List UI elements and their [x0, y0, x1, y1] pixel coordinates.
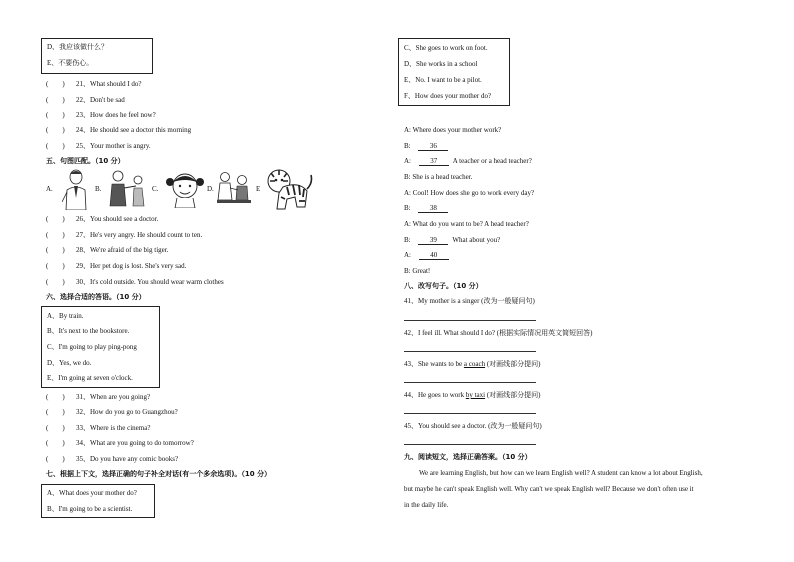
answer-bracket[interactable]: ( ) [46, 393, 65, 401]
answer-line-43[interactable] [404, 382, 536, 383]
question-30: 30、It's cold outside. You should wear warm clothes [76, 278, 224, 286]
rewrite-41: 41、My mother is a singer (改为一般疑问句) [404, 297, 535, 305]
question-27: 27、He's very angry. He should count to ten. [76, 231, 203, 239]
option-7a: A、What does your mother do? [47, 489, 137, 497]
question-21: 21、What should I do? [76, 80, 142, 88]
answer-line-41[interactable] [404, 320, 536, 321]
question-26: 26、You should see a doctor. [76, 215, 159, 223]
dialogue-line: B: 39 What about you? [404, 236, 501, 244]
dialogue-line: A: Where does your mother work? [404, 126, 502, 134]
question-25: 25、Your mother is angry. [76, 142, 151, 150]
question-31: 31、When are you going? [76, 393, 151, 401]
answer-line-44[interactable] [404, 413, 536, 414]
answer-bracket[interactable]: ( ) [46, 262, 65, 270]
answer-bracket[interactable]: ( ) [46, 215, 65, 223]
answer-bracket[interactable]: ( ) [46, 424, 65, 432]
question-22: 22、Don't be sad [76, 96, 125, 104]
doctor-patient-icon [215, 170, 253, 208]
rewrite-45: 45、You should see a doctor. (改为一般疑问句) [404, 422, 542, 430]
blank-39[interactable]: 39 [418, 237, 448, 245]
dialogue-line: A: What do you want to be? A head teacher? [404, 220, 529, 228]
section-9-title: 九、阅读短文，选择正确答案。（10 分） [404, 453, 532, 461]
question-35: 35、Do you have any comic books? [76, 455, 179, 463]
question-29: 29、Her pet dog is lost. She's very sad. [76, 262, 187, 270]
option-6e: E、I'm going at seven o'clock. [47, 374, 133, 382]
section-7-title: 七、根据上下文，选择正确的句子补全对话(有一个多余选项)。（10 分） [46, 470, 272, 478]
girl-smiling-icon [165, 170, 205, 208]
option-e: E、不要伤心。 [47, 59, 94, 67]
section-5-title: 五、句图匹配。（10 分） [46, 157, 125, 165]
option-d: D、She works in a school [404, 60, 478, 68]
picture-label-c: C. [152, 185, 159, 193]
rewrite-44: 44、He goes to work by taxi (对画线部分提问) [404, 391, 541, 399]
question-32: 32、How do you go to Guangzhou? [76, 408, 178, 416]
men-talking-icon [104, 168, 146, 208]
option-d: D、我应该做什么？ [47, 43, 109, 51]
section-6-title: 六、选择合适的答语。（10 分） [46, 293, 146, 301]
underlined-phrase: a coach [463, 360, 486, 368]
rewrite-43: 43、She wants to be a coach (对画线部分提问) [404, 360, 541, 368]
dialogue-line: B: Great! [404, 267, 431, 275]
option-c: C、She goes to work on foot. [404, 44, 488, 52]
passage-line: but maybe he can't speak English well. Why can't we speak English well? Because we don't often use it [404, 485, 694, 493]
dialogue-line: B: She is a head teacher. [404, 173, 473, 181]
answer-bracket[interactable]: ( ) [46, 231, 65, 239]
rewrite-42: 42、I feel ill. What should I do? (根据实际情况用英文简短回答) [404, 329, 593, 337]
option-7b: B、I'm going to be a scientist. [47, 505, 133, 513]
answer-bracket[interactable]: ( ) [46, 142, 65, 150]
answer-line-42[interactable] [404, 351, 536, 352]
answer-bracket[interactable]: ( ) [46, 126, 65, 134]
answer-bracket[interactable]: ( ) [46, 439, 65, 447]
option-6a: A、By train. [47, 312, 84, 320]
picture-label-b: B. [95, 185, 102, 193]
answer-bracket[interactable]: ( ) [46, 96, 65, 104]
option-6c: C、I'm going to play ping-pong [47, 343, 137, 351]
option-6b: B、It's next to the bookstore. [47, 327, 130, 335]
option-f: F、How does your mother do? [404, 92, 492, 100]
answer-bracket[interactable]: ( ) [46, 246, 65, 254]
answer-bracket[interactable]: ( ) [46, 111, 65, 119]
dialogue-line: A: 40 [404, 252, 449, 260]
answer-bracket[interactable]: ( ) [46, 80, 65, 88]
answer-bracket[interactable]: ( ) [46, 278, 65, 286]
question-24: 24、He should see a doctor this morning [76, 126, 192, 134]
question-34: 34、What are you going to do tomorrow? [76, 439, 194, 447]
blank-38[interactable]: 38 [418, 205, 448, 213]
question-28: 28、We're afraid of the big tiger. [76, 246, 169, 254]
question-33: 33、Where is the cinema? [76, 424, 151, 432]
passage-line: We are learning English, but how can we learn English well? A student can know a lot about English, [419, 469, 703, 477]
picture-label-a: A. [46, 185, 53, 193]
answer-bracket[interactable]: ( ) [46, 408, 65, 416]
underlined-phrase: by taxi [465, 391, 486, 399]
dialogue-line: A: 37 A teacher or a head teacher? [404, 157, 532, 165]
man-in-suit-icon [62, 168, 90, 210]
passage-line: in the daily life. [404, 501, 449, 509]
option-e: E、No. I want to be a pilot. [404, 76, 482, 84]
picture-label-e: E [256, 185, 261, 193]
question-23: 23、How does he feel now? [76, 111, 156, 119]
tiger-icon [265, 167, 313, 211]
option-6d: D、Yes, we do. [47, 359, 92, 367]
section-8-title: 八、改写句子。（10 分） [404, 282, 483, 290]
picture-label-d: D. [207, 185, 214, 193]
answer-line-45[interactable] [404, 444, 536, 445]
blank-36[interactable]: 36 [418, 143, 448, 151]
dialogue-line: B: 36 [404, 143, 448, 151]
answer-bracket[interactable]: ( ) [46, 455, 65, 463]
blank-40[interactable]: 40 [419, 252, 449, 260]
dialogue-line: A: Cool! How does she go to work every day? [404, 189, 535, 197]
dialogue-line: B: 38 [404, 205, 448, 213]
blank-37[interactable]: 37 [419, 158, 449, 166]
